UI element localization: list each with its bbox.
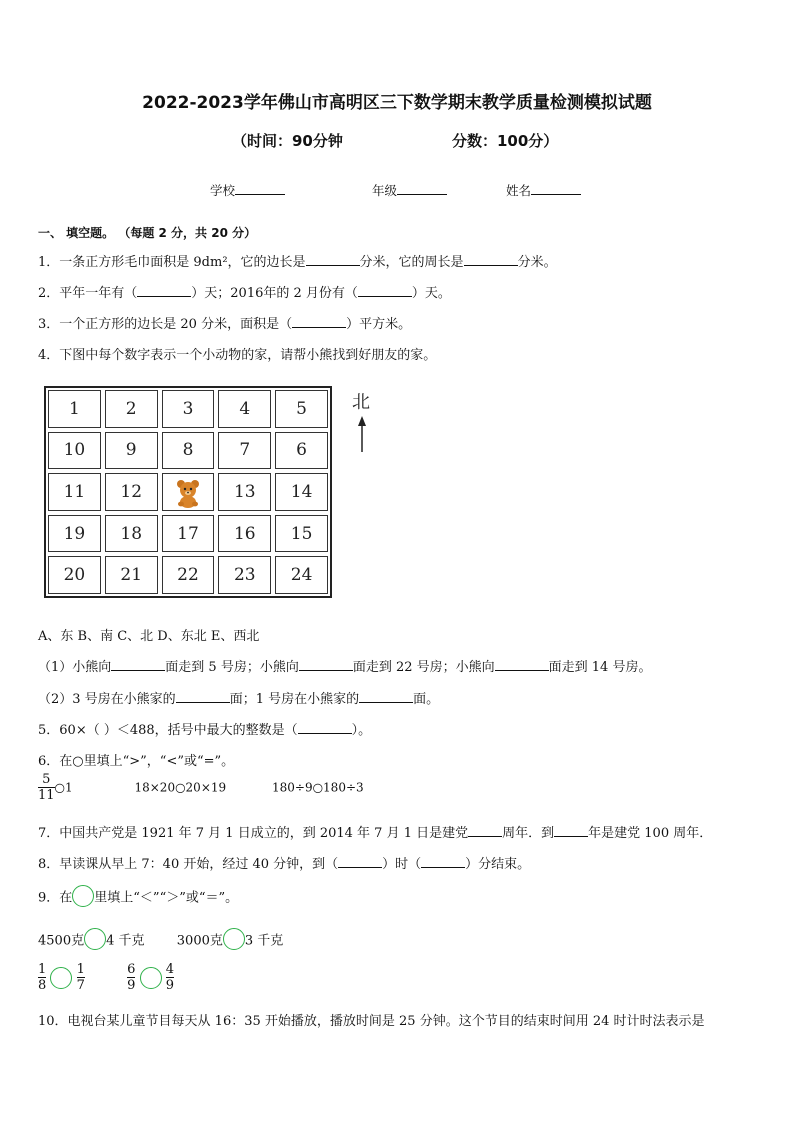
- exam-score: 分数：100分）: [452, 132, 559, 150]
- answer-blank[interactable]: [421, 855, 465, 868]
- house-cell: 22: [162, 556, 215, 594]
- answer-blank[interactable]: [359, 690, 413, 703]
- answer-blank[interactable]: [176, 690, 230, 703]
- house-cell: 9: [105, 432, 158, 470]
- question-9-row1: 4500克 4 千克 3000克 3 千克: [38, 928, 283, 950]
- house-cell: 2: [105, 390, 158, 428]
- house-cell: 8: [162, 432, 215, 470]
- fraction: $\frac{5}{11}$: [38, 772, 55, 803]
- house-cell: 13: [218, 473, 271, 511]
- house-cell: 18: [105, 515, 158, 553]
- answer-blank[interactable]: [554, 824, 588, 837]
- compare-circle[interactable]: [140, 967, 162, 989]
- house-cell: 20: [48, 556, 101, 594]
- grade-field[interactable]: [372, 181, 447, 199]
- house-cell: 23: [218, 556, 271, 594]
- house-cell: 14: [275, 473, 328, 511]
- house-cell: 16: [218, 515, 271, 553]
- fraction: $\frac{1}{7}$: [76, 962, 85, 993]
- answer-blank[interactable]: [137, 284, 191, 297]
- answer-blank[interactable]: [495, 658, 549, 671]
- house-cell: 24: [275, 556, 328, 594]
- house-cell: 6: [275, 432, 328, 470]
- answer-blank[interactable]: [299, 658, 353, 671]
- house-cell: 11: [48, 473, 101, 511]
- fraction: $\frac{6}{9}$: [127, 962, 136, 993]
- question-1: 1．一条正方形毛巾面积是 9dm²，它的边长是 分米，它的周长是 分米。: [38, 255, 557, 270]
- section-heading: 一、 填空题。 （每题 2 分，共 20 分）: [38, 226, 257, 240]
- question-3: 3．一个正方形的边长是 20 分米，面积是（ ）平方米。: [38, 317, 412, 332]
- answer-blank[interactable]: [468, 824, 502, 837]
- question-9-row2: [38, 962, 174, 993]
- answer-blank[interactable]: [111, 658, 165, 671]
- question-8: 8．早读课从早上 7：40 开始，经过 40 分钟，到（ ）时（ ）分结束。: [38, 857, 531, 872]
- question-4: 4．下图中每个数字表示一个小动物的家，请帮小熊找到好朋友的家。: [38, 348, 437, 363]
- answer-blank[interactable]: [338, 855, 382, 868]
- bear-icon: [172, 476, 204, 508]
- compare-circle[interactable]: [50, 967, 72, 989]
- compare-circle[interactable]: [223, 928, 245, 950]
- question-6-items: $\frac{5}{11}$ ○1 18×20○20×19 180÷9○180÷3: [38, 772, 364, 803]
- house-cell: 17: [162, 515, 215, 553]
- house-cell: 12: [105, 473, 158, 511]
- house-cell: 4: [218, 390, 271, 428]
- north-arrow-icon: [350, 390, 380, 454]
- answer-blank[interactable]: [464, 253, 518, 266]
- question-4-1: （1）小熊向 面走到 5 号房；小熊向 面走到 22 号房；小熊向 面走到 14 号房。: [38, 660, 652, 675]
- school-label: 学校: [210, 183, 236, 198]
- compare-circle[interactable]: [84, 928, 106, 950]
- answer-options: A、东 B、南 C、北 D、东北 E、西北: [38, 629, 260, 644]
- name-label: 姓名: [506, 183, 532, 198]
- question-5: 5．60×（ ）＜488，括号中最大的整数是（ ）。: [38, 723, 372, 738]
- compare-circle[interactable]: [72, 885, 94, 907]
- answer-blank[interactable]: [298, 721, 352, 734]
- grade-label: 年级: [372, 183, 398, 198]
- fraction: $\frac{4}{9}$: [165, 962, 174, 993]
- house-cell: 5: [275, 390, 328, 428]
- question-9: 9．在 里填上“＜”“＞”或“＝”。: [38, 885, 238, 907]
- question-4-2: （2）3 号房在小熊家的 面；1 号房在小熊家的 面。: [38, 692, 440, 707]
- house-cell: 15: [275, 515, 328, 553]
- house-cell: 3: [162, 390, 215, 428]
- question-6: 6．在○里填上“>”，“<”或“=”。: [38, 754, 235, 769]
- house-cell: 1: [48, 390, 101, 428]
- question-2: 2．平年一年有（ ）天；2016年的 2 月份有（ ）天。: [38, 286, 451, 301]
- page-title: 2022-2023学年佛山市高明区三下数学期末教学质量检测模拟试题: [142, 93, 652, 113]
- house-cell: 10: [48, 432, 101, 470]
- answer-blank[interactable]: [306, 253, 360, 266]
- exam-time: （时间：90分钟: [232, 132, 343, 150]
- north-label: 北: [352, 392, 370, 413]
- bear-cell: [162, 473, 215, 511]
- question-7: 7．中国共产党是 1921 年 7 月 1 日成立的，到 2014 年 7 月 1 日是建党 周年．到 年是建党 100 周年．: [38, 826, 713, 841]
- fraction: $\frac{1}{8}$: [38, 962, 47, 993]
- question-10: 10．电视台某儿童节目每天从 16：35 开始播放，播放时间是 25 分钟。这个节目的结束时间用 24 时计时法表示是: [38, 1014, 705, 1029]
- animal-house-grid: [44, 386, 332, 598]
- answer-blank[interactable]: [358, 284, 412, 297]
- house-cell: 19: [48, 515, 101, 553]
- name-field[interactable]: [506, 181, 581, 199]
- house-cell: 21: [105, 556, 158, 594]
- house-cell: 7: [218, 432, 271, 470]
- school-field[interactable]: [210, 181, 285, 199]
- answer-blank[interactable]: [292, 315, 346, 328]
